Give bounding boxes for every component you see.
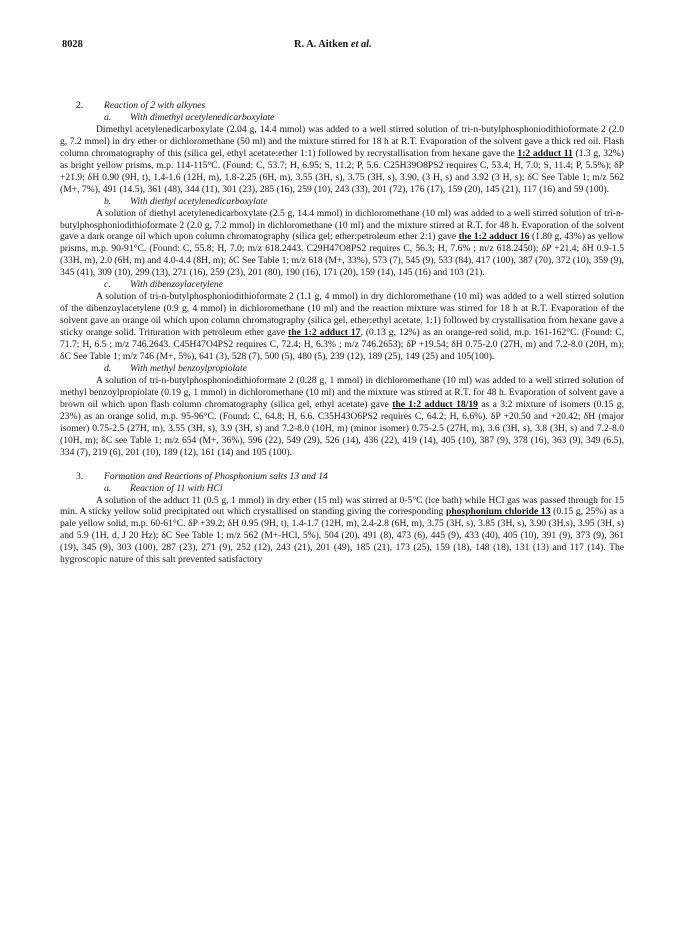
section-number: 2. (76, 100, 84, 111)
paragraph-text: A solution of the adduct 11 (0.5 g, 1 mmol) in dry ether (15 ml) was stirred at 0-5°C (ice bath) while HCl gas was passed through for 15 min. A sticky yellow solid precipitated out which crystallised on standing giving the corresponding (60, 494, 624, 518)
section-heading (60, 471, 624, 483)
paragraph-text: , (0.13 g, 12%) as an orange-red solid, m.p. 161-162°C. (Found: C, 71.7; H, 6.5 ; m/z 746.2643. C45H47O4PS2 requires C, 72.4; H, 6.3% ; m/z 746.2653); δP +19.54; δH 0.75-2.0 (27H, m) and 7.2-8.0 (20H, m); δC See Table 1; m/z 746 (M+, 5%), 641 (3), 528 (7), 500 (5), 480 (5), 239 (12), 189 (25), 149 (25) and 105(100). (60, 327, 624, 363)
section-heading (60, 100, 624, 112)
paragraph-text: (0.15 g, 25%) as a pale yellow solid, m.p. 60-61°C. δP +39.2; δH 0.95 (9H, t), 1.4-1.7 (12H, m), 2.4-2.8 (6H, m), 3.75 (3H, s), 3.85 (3H, s), 3.90 (3H,s), 3.95 (3H, s) and 5.9 (1H, d, J 20 Hz); δC See Table 1; m/z 562 (M+-HCl, 5%), 504 (20), 491 (8), 473 (6), 445 (9), 433 (40), 405 (10), 391 (9), 373 (9), 361 (19), 345 (9), 303 (100), 287 (23), 271 (9), 252 (12), 243 (21), 201 (49), 185 (21), 173 (25), 159 (18), 148 (18), 131 (13) and 117 (14). The hygroscopic nature of this salt prevented satisfactory (60, 506, 625, 566)
experimental-text (60, 100, 624, 566)
subsection-title: With dibenzoylacetylene (130, 279, 223, 291)
paragraph-text: Dimethyl acetylenedicarboxylate (2.04 g, 14.4 mmol) was added to a well stirred solution of tri-n-butylphosphoniodithioformate 2 (2.0 g, 7.2 mmol) in dry ether or dichloromethane (50 ml) and the mixture stirred for 18 h at R.T. Evaporation of the solvent gave a thick red oil. Flash column chromatography of this (silica gel, ethyl acetate:ether 1:1) followed by recrystallisation from hexane gave the (60, 123, 624, 159)
paragraph-text: (1.3 g, 32%) as bright yellow prisms, m.p. 114-115°C. (Found: C, 53.7; H, 6.95; S, 11.2; P, 5.6. C25H39O8PS2 requires C, 53.4; H, 7.0; S, 11.4; P, 5.5%); δP +21.9; δH 0.90 (9H, t), 1.4-1.6 (12H, m), 1.8-2.25 (6H, m), 3.55 (3H, s), 3.75 (3H, s), 3.90, (3 H, s) and 3.92 (3 H, s); δC See Table 1; m/z 562 (M+, 7%), 491 (14.5), 361 (48), 344 (11), 301 (23), 285 (16), 259 (10), 243 (33), 201 (72), 176 (17), 159 (20), 145 (21), 117 (16) and 59 (100). (60, 147, 624, 195)
subsection-letter: a. (104, 111, 112, 123)
compound-reference: the 1:2 adduct 17 (288, 327, 361, 339)
compound-reference: the 1:2 adduct 16 (458, 231, 530, 243)
subsection-heading (60, 363, 624, 375)
paragraph-text: A solution of tri-n-butylphosphoniodithioformate 2 (0.28 g, 1 mmol) in dichloromethane (10 ml) was added to a well stirred solution of methyl benzoylpropiolate (0.19 g, 1 mmol) in dichloromethane (10 ml) and the mixture was stirred at R.T. for 48 h. Evaporation of solvent gave a brown oil which upon flash column chromatography (silica gel, ethyl acetate) gave (60, 374, 624, 410)
paragraph (60, 291, 624, 363)
running-header (294, 39, 372, 50)
subsection-heading (60, 196, 624, 208)
section-title: Reaction of 2 with alkynes (104, 100, 206, 111)
paragraph (60, 208, 624, 280)
compound-reference: 1:2 adduct 11 (517, 147, 573, 159)
page-number: 8028 (62, 39, 83, 50)
subsection-letter: b. (104, 195, 112, 207)
subsection-title: With diethyl acetylenedicarboxylate (130, 195, 268, 207)
et-al: et al. (350, 39, 372, 50)
subsection-title: With dimethyl acetylenedicarboxylate (130, 111, 275, 123)
subsection-title: Reaction of 11 with HCl (130, 482, 223, 494)
compound-reference: the 1:2 adduct 18/19 (392, 398, 478, 410)
subsection-title: With methyl benzoylpropiolate (130, 362, 247, 374)
paragraph-text: A solution of diethyl acetylenedicarboxylate (2.5 g, 14.4 mmol) in dichloromethane (10 ml) was added to a well stirred solution of tri-n-butylphosphoniodithioformate 2 (2.0 g, 7.2 mmol) in dichloromethane (10 ml) and the mixture stirred at R.T. for 48 h. Evaporation of the solvent gave a dark orange oil which upon column chromatography (silica gel; ether:petroleum ether 2:1) gave (60, 207, 624, 243)
subsection-heading (60, 483, 624, 495)
subsection-letter: a. (104, 482, 112, 494)
paragraph (60, 375, 624, 459)
section-title: Formation and Reactions of Phosphonium salts 13 and 14 (104, 470, 328, 482)
authors: R. A. Aitken (294, 39, 349, 50)
section-number: 3. (76, 470, 84, 482)
paragraph-text: (1.80 g, 43%) as yellow prisms, m.p. 90-91°C. (Found: C, 55.8; H, 7.0; m/z 618.2443. C29H47O8PS2 requires C, 56.3; H, 7.6% ; m/z 618.2450); δP +21.4; δH 0.9-1.5 (33H, m), 2.0 (6H, m) and 4.0-4.4 (8H, m); δC See Table 1; m/z 618 (M+, 33%), 573 (7), 545 (9), 533 (84), 417 (100), 387 (70), 372 (10), 359 (9), 345 (41), 309 (10), 299 (13), 271 (16), 259 (23), 201 (80), 190 (16), 171 (20), 159 (14), 145 (16) and 103 (21). (60, 231, 624, 279)
subsection-heading (60, 112, 624, 124)
subsection-letter: c. (104, 279, 111, 291)
subsection-letter: d. (104, 362, 112, 374)
section-gap (60, 459, 624, 471)
paragraph (60, 124, 624, 196)
paragraph-text: as a 3:2 mixture of isomers (0.15 g, 23%) as an orange solid, m.p. 95-96°C. (Found: C, 64.8; H, 6.6. C35H43O6PS2 requires C, 64.2; H, 6.6%). δP +20.50 and +20.42; δH (major isomer) 0.75-2.5 (27H, m), 3.55 (3H, s), 3.9 (3H, s) and 7.2-8.0 (10H, m) (minor isomer) 0.75-2.5 (27H, m), 3.6 (3H, s), 3.8 (3H, s) and 7.2-8.0 (10H, m); δC see Table 1; m/z 654 (M+, 36%), 596 (22), 549 (29), 526 (14), 436 (22), 419 (14), 405 (10), 387 (9), 378 (16), 363 (9), 349 (6.5), 334 (7), 219 (6), 201 (10), 189 (12), 161 (14) and 105 (100). (60, 398, 624, 458)
paragraph-text: A solution of tri-n-butylphosphoniodithioformate 2 (1.1 g, 4 mmol) in dry dichloromethane (10 ml) was added to a well stirred solution of the dibenzoylacetylene (0.9 g, 4 mmol) in dichloromethane (10 ml) and the reaction mixture was stirred for 18 h at R.T. Evaporation of the solvent gave an orange oil which upon column chromatography (silica gel, ether:ethyl acetate, 1:1) followed by crystallisation from hexane gave a sticky orange solid. Trituration with petroleum ether gave (60, 291, 624, 339)
compound-reference: phosphonium chloride 13 (446, 506, 551, 518)
subsection-heading (60, 279, 624, 291)
paragraph (60, 495, 624, 567)
